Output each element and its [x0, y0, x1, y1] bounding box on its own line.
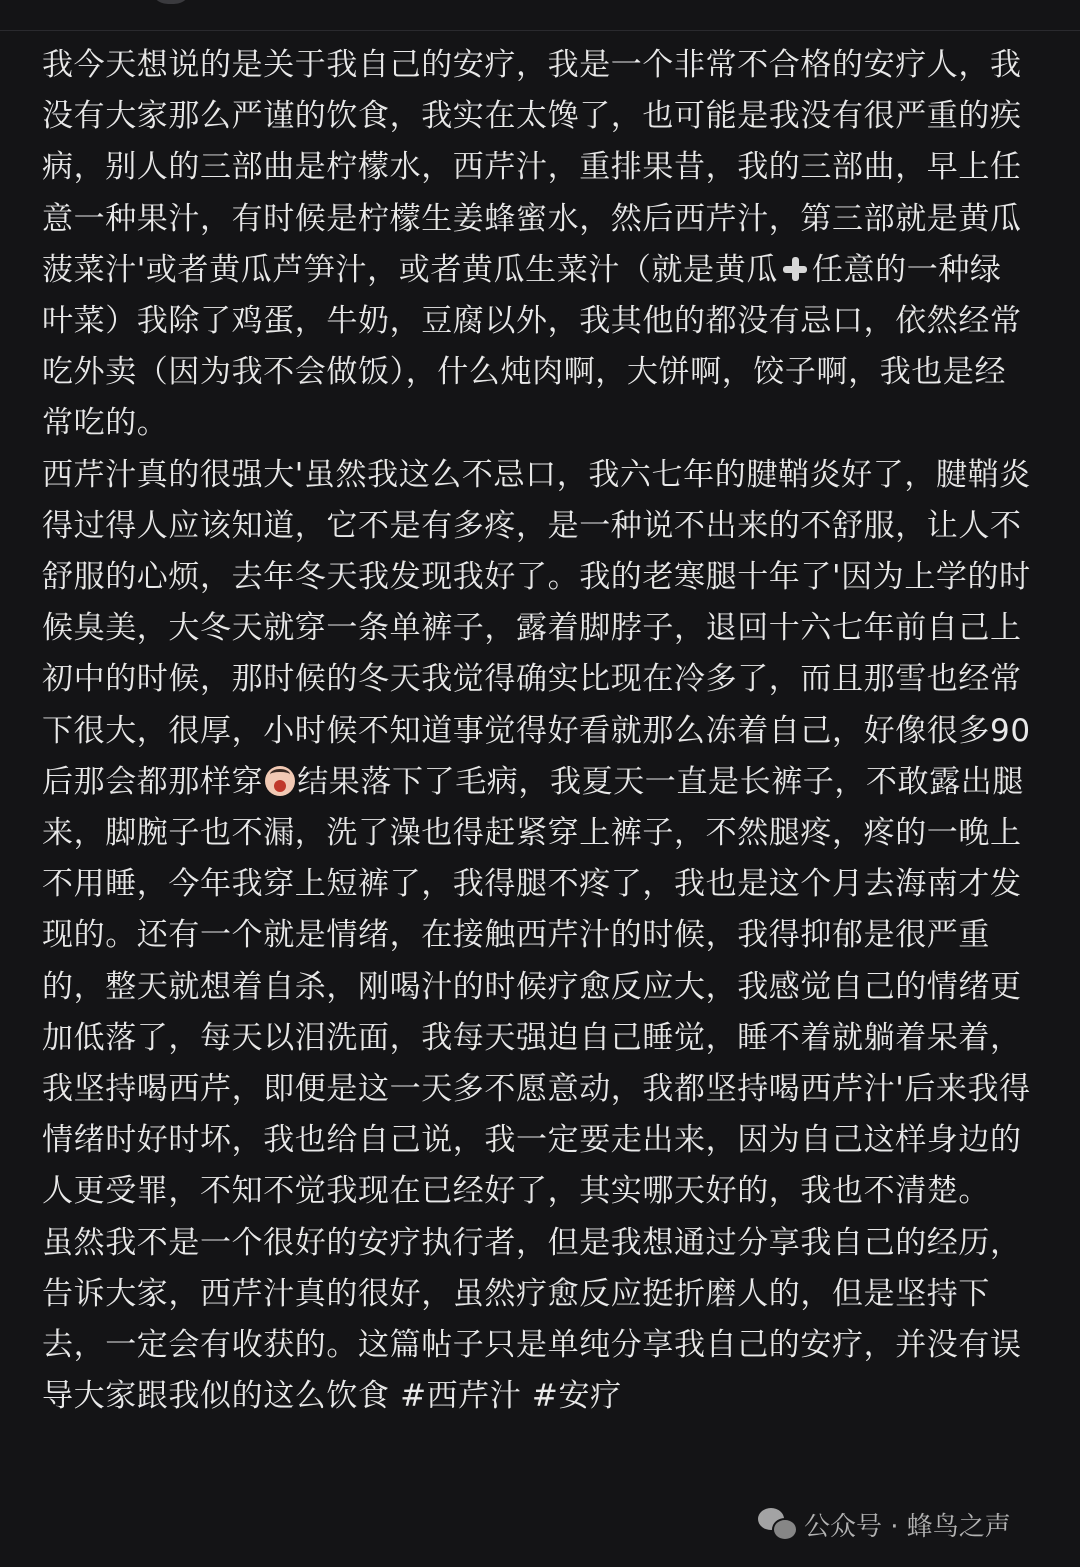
paragraph-1-text-a: 我今天想说的是关于我自己的安疗，我是一个非常不合格的安疗人，我没有大家那么严谨的饮食，我实在太馋了，也可能是我没有很严重的疾病，别人的三部曲是柠檬水，西芹汁，重排果昔，我的三部曲，早上任意一种果汁，有时候是柠檬生姜蜂蜜水，然后西芹汁，第三部就是黄瓜菠菜汁'或者黄瓜芦笋汁，或者黄瓜生菜汁（就是黄瓜 [42, 47, 1022, 288]
watermark-text: 公众号 · 蜂鸟之声 [804, 1511, 1011, 1542]
wechat-icon [758, 1508, 796, 1540]
top-header-strip [0, 0, 1080, 31]
paragraph-1-text-b: 任意的一种绿叶菜）我除了鸡蛋，牛奶，豆腐以外，我其他的都没有忌口，依然经常吃外卖（因为我不会做饭），什么炖肉啊，大饼啊，饺子啊，我也是经常吃的。 [42, 251, 1022, 442]
paragraph-3 [42, 1218, 1032, 1423]
crying-face-emoji-icon [265, 766, 295, 796]
plus-emoji-icon [780, 254, 810, 284]
post-content [42, 40, 1032, 1422]
hashtag-celery-juice[interactable]: #西芹汁 [400, 1378, 522, 1415]
paragraph-2 [42, 450, 1032, 1218]
avatar [150, 0, 192, 4]
hashtag-anliao[interactable]: #安疗 [531, 1378, 622, 1415]
paragraph-2-text-b: 结果落下了毛病，我夏天一直是长裤子，不敢露出腿来，脚腕子也不漏，洗了澡也得赶紧穿上裤子，不然腿疼，疼的一晚上不用睡，今年我穿上短裤了，我得腿不疼了，我也是这个月去海南才发现的。还有一个就是情绪，在接触西芹汁的时候，我得抑郁是很严重的，整天就想着自杀，刚喝汁的时候疗愈反应大，我感觉自己的情绪更加低落了，每天以泪洗面，我每天强迫自己睡觉，睡不着就躺着呆着，我坚持喝西芹，即便是这一天多不愿意动，我都坚持喝西芹汁'后来我得情绪时好时坏，我也给自己说，我一定要走出来，因为自己这样身边的人更受罪，不知不觉我现在已经好了，其实哪天好的，我也不清楚。 [42, 763, 1031, 1210]
paragraph-1 [42, 40, 1032, 450]
paragraph-2-text-a: 西芹汁真的很强大'虽然我这么不忌口，我六七年的腱鞘炎好了，腱鞘炎得过得人应该知道，它不是有多疼，是一种说不出来的不舒服，让人不舒服的心烦，去年冬天我发现我好了。我的老寒腿十年了'因为上学的时候臭美，大冬天就穿一条单裤子，露着脚脖子，退回十六七年前自己上初中的时候，那时候的冬天我觉得确实比现在冷多了，而且那雪也经常下很大，很厚，小时候不知道事觉得好看就那么冻着自己，好像很多90后那会都那样穿 [42, 456, 1031, 800]
watermark [758, 1504, 1011, 1544]
paragraph-3-text: 虽然我不是一个很好的安疗执行者，但是我想通过分享我自己的经历，告诉大家，西芹汁真的很好，虽然疗愈反应挺折磨人的，但是坚持下去，一定会有收获的。这篇帖子只是单纯分享我自己的安疗，并没有误导大家跟我似的这么饮食 [42, 1224, 1022, 1415]
